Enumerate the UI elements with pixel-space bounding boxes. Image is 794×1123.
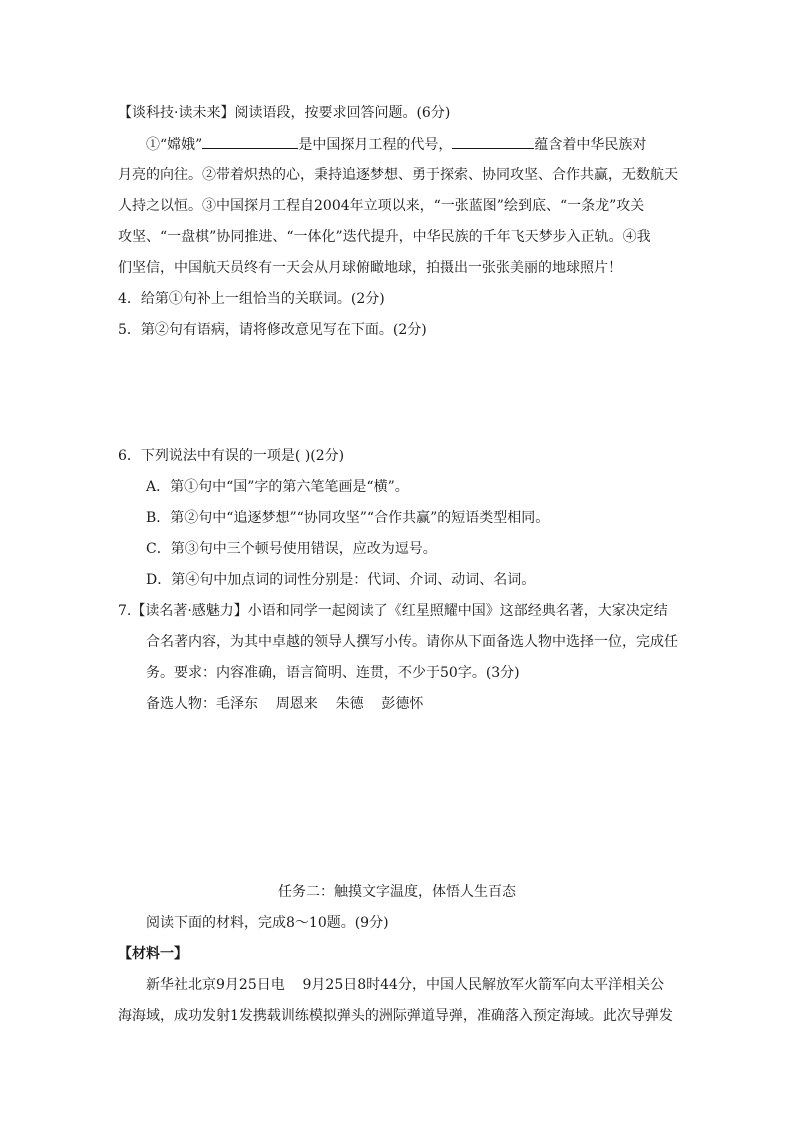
fill-blank-1[interactable] — [202, 134, 298, 149]
passage-line-1-part-c: 蕴含着中华民族对 — [534, 137, 647, 153]
question-7-line-2: 合名著内容，为其中卓越的领导人撰写小传。请你从下面备选人物中选择一位，完成任 — [146, 634, 678, 650]
question-7-candidates: 备选人物：毛泽东 周恩来 朱德 彭德怀 — [146, 696, 424, 712]
question-6-option-b: B．第②句中“追逐梦想”“协同攻坚”“合作共赢”的短语类型相同。 — [146, 510, 550, 526]
passage-line-3: 人持之以恒。③中国探月工程自2004年立项以来，“一张蓝图”绘到底、“一条龙”攻关 — [118, 198, 645, 214]
question-4: 4．给第①句补上一组恰当的关联词。(2分) — [118, 291, 385, 307]
question-5: 5．第②句有语病，请将修改意见写在下面。(2分) — [118, 322, 427, 338]
passage-line-1 — [146, 134, 646, 154]
question-6-option-d: D．第④句中加点词的词性分别是：代词、介词、动词、名词。 — [146, 572, 536, 588]
passage-line-1-part-a: ①“嫦娥” — [146, 137, 203, 153]
fill-blank-2[interactable] — [452, 134, 534, 149]
passage-line-5: 们坚信，中国航天员终有一天会从月球俯瞰地球，拍摄出一张张美丽的地球照片！ — [118, 260, 622, 276]
material-1-line-2: 海海域，成功发射1发携载训练模拟弹头的洲际弹道导弹，准确落入预定海域。此次导弹发 — [118, 1008, 673, 1024]
material-1-line-1: 新华社北京9月25日电 9月25日8时44分，中国人民解放军火箭军向太平洋相关公 — [146, 977, 664, 993]
task-2-title: 任务二：触摸文字温度，体悟人生百态 — [278, 884, 516, 900]
material-1-label: 【材料一】 — [118, 946, 188, 962]
question-6-option-c: C．第③句中三个顿号使用错误，应改为逗号。 — [146, 541, 437, 557]
question-6: 6．下列说法中有误的一项是( )(2分) — [118, 448, 345, 464]
section-heading: 【谈科技·读未来】阅读语段，按要求回答问题。(6分) — [118, 105, 451, 121]
task-2-instruction: 阅读下面的材料，完成8～10题。(9分) — [146, 915, 389, 931]
question-6-option-a: A．第①句中“国”字的第六笔笔画是“横”。 — [146, 479, 409, 495]
question-7-line-3: 务。要求：内容准确，语言简明、连贯，不少于50字。(3分) — [146, 665, 520, 681]
passage-line-4: 攻坚、“一盘棋”协同推进、“一体化”迭代提升，中华民族的千年飞天梦步入正轨。④我 — [118, 229, 651, 245]
question-7-line-1: 7.【读名著·感魅力】小语和同学一起阅读了《红星照耀中国》这部经典名著，大家决定结 — [118, 603, 668, 619]
passage-line-2: 月亮的向往。②带着炽热的心，秉持追逐梦想、勇于探索、协同攻坚、合作共赢，无数航天 — [118, 167, 678, 183]
passage-line-1-part-b: 是中国探月工程的代号， — [298, 137, 453, 153]
